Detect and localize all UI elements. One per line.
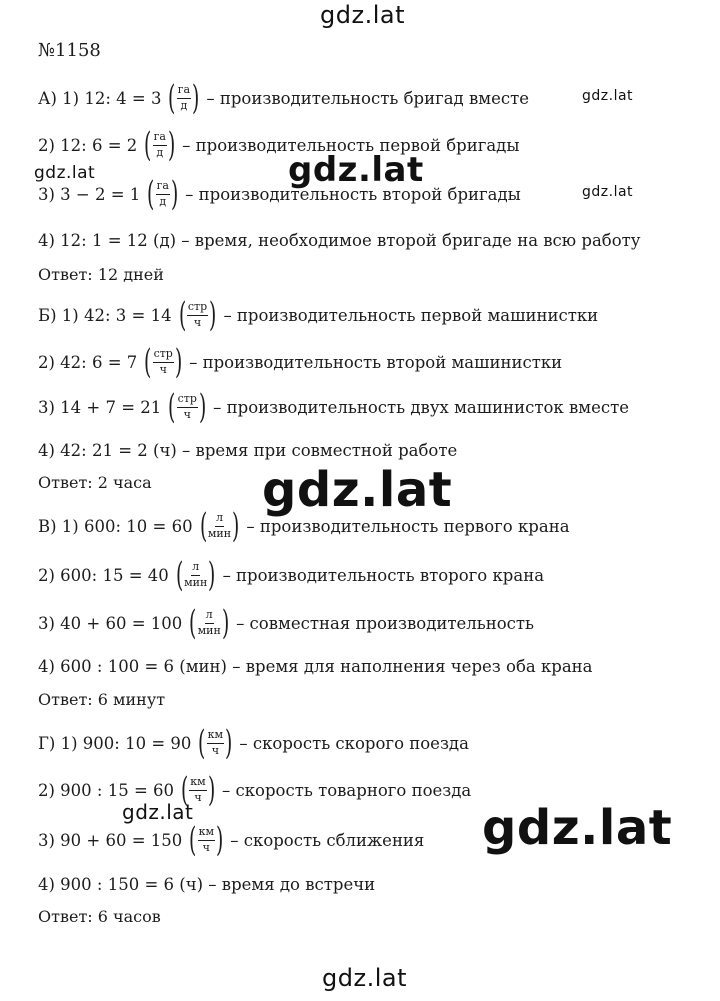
fraction <box>177 393 198 420</box>
left-paren: ( <box>147 174 155 214</box>
line-description: – производительность первой бригады <box>182 135 520 155</box>
left-paren: ( <box>144 342 152 382</box>
right-paren: ) <box>209 295 217 335</box>
fraction-denominator: д <box>180 98 188 112</box>
line-text: Г) 1) 900: 10 = 90 <box>38 733 192 753</box>
unit-fraction <box>186 820 226 860</box>
fraction-denominator: мин <box>207 526 232 540</box>
fraction-numerator: л <box>191 561 200 575</box>
line-text: 2) 600: 15 = 40 <box>38 565 169 585</box>
watermark-top: gdz.lat <box>320 1 405 29</box>
solution-line <box>38 430 457 470</box>
watermark-bold-1: gdz.lat <box>288 150 424 190</box>
solution-line <box>38 723 469 763</box>
left-paren: ( <box>198 723 206 763</box>
fraction-numerator: стр <box>187 301 208 315</box>
fraction-denominator: ч <box>159 362 167 376</box>
line-text: Б) 1) 42: 3 = 14 <box>38 305 172 325</box>
fraction-denominator: д <box>156 145 164 159</box>
solution-line <box>38 220 641 260</box>
right-paren: ) <box>198 387 207 427</box>
solution-line <box>38 295 598 335</box>
line-text: 4) 600 : 100 = 6 (мин) – время для наполнения через оба крана <box>38 656 593 676</box>
unit-fraction <box>141 125 178 165</box>
right-paren: ) <box>192 78 200 118</box>
unit-fraction <box>186 603 232 643</box>
watermark-small-1: gdz.lat <box>582 88 634 104</box>
fraction-numerator: стр <box>177 393 198 407</box>
line-text: 4) 900 : 150 = 6 (ч) – время до встречи <box>38 874 376 894</box>
line-description: – скорость скорого поезда <box>239 733 469 753</box>
fraction-denominator: д <box>159 194 167 208</box>
solution-line <box>38 342 562 382</box>
fraction-denominator: ч <box>202 840 210 854</box>
line-description: – совместная производительность <box>236 613 534 633</box>
line-description: – производительность второго крана <box>222 565 545 585</box>
fraction-denominator: мин <box>184 575 208 589</box>
line-text: В) 1) 600: 10 = 60 <box>38 516 193 536</box>
right-paren: ) <box>215 820 224 860</box>
fraction-numerator: км <box>189 776 206 790</box>
fraction <box>177 84 191 111</box>
line-description: – производительность бригад вместе <box>206 88 529 108</box>
solution-line <box>38 78 529 118</box>
right-paren: ) <box>207 770 216 810</box>
answer-line: Ответ: 2 часа <box>38 473 152 492</box>
line-text: 2) 42: 6 = 7 <box>38 352 138 372</box>
fraction-numerator: га <box>177 84 191 98</box>
right-paren: ) <box>170 174 179 214</box>
fraction <box>156 180 170 207</box>
fraction-numerator: га <box>156 180 170 194</box>
line-text: 2) 900 : 15 = 60 <box>38 780 175 800</box>
right-paren: ) <box>221 603 230 643</box>
fraction-denominator: ч <box>183 407 191 421</box>
line-description: – производительность второй машинистки <box>189 352 563 372</box>
solution-line <box>38 174 521 214</box>
fraction-numerator: км <box>198 826 215 840</box>
fraction <box>207 729 224 756</box>
watermark-medium-2: gdz.lat <box>122 800 194 824</box>
fraction-denominator: мин <box>197 623 221 637</box>
unit-fraction <box>195 723 235 763</box>
left-paren: ( <box>189 603 197 643</box>
solution-line <box>38 603 534 643</box>
solution-line <box>38 506 570 546</box>
left-paren: ( <box>175 555 184 595</box>
answer-line: Ответ: 6 минут <box>38 690 166 709</box>
unit-fraction <box>144 174 181 214</box>
fraction-denominator: ч <box>193 315 202 329</box>
left-paren: ( <box>144 125 152 165</box>
fraction <box>198 826 215 853</box>
fraction <box>187 301 208 328</box>
unit-fraction <box>141 342 185 382</box>
left-paren: ( <box>189 820 197 860</box>
fraction-denominator: ч <box>211 743 220 757</box>
fraction-numerator: л <box>215 512 224 526</box>
unit-fraction <box>197 506 243 546</box>
line-text: 2) 12: 6 = 2 <box>38 135 138 155</box>
right-paren: ) <box>232 506 240 546</box>
right-paren: ) <box>225 723 233 763</box>
watermark-bold-2: gdz.lat <box>262 462 453 518</box>
fraction-numerator: га <box>153 131 167 145</box>
solution-line <box>38 646 593 686</box>
line-description: – производительность первой машинистки <box>223 305 599 325</box>
solution-line <box>38 125 519 165</box>
fraction <box>198 609 221 636</box>
fraction <box>184 561 207 588</box>
answer-line: Ответ: 12 дней <box>38 265 164 284</box>
fraction <box>208 512 231 539</box>
watermark-small-2: gdz.lat <box>582 184 634 200</box>
left-paren: ( <box>168 78 176 118</box>
left-paren: ( <box>168 387 176 427</box>
line-text: 4) 12: 1 = 12 (д) – время, необходимое второй бригаде на всю работу <box>38 230 641 250</box>
line-description: – скорость сближения <box>230 830 425 850</box>
left-paren: ( <box>181 770 189 810</box>
right-paren: ) <box>167 125 176 165</box>
problem-number: №1158 <box>38 40 101 61</box>
line-description: – производительность первого крана <box>246 516 570 536</box>
answer-line: Ответ: 6 часов <box>38 907 161 926</box>
watermark-bold-3: gdz.lat <box>482 800 673 856</box>
watermark-bottom: gdz.lat <box>322 964 407 992</box>
unit-fraction <box>173 555 219 595</box>
line-text: 3) 90 + 60 = 150 <box>38 830 183 850</box>
left-paren: ( <box>199 506 207 546</box>
line-text: 4) 42: 21 = 2 (ч) – время при совместной работе <box>38 440 458 460</box>
fraction-denominator: ч <box>194 790 202 804</box>
unit-fraction <box>178 770 218 810</box>
solution-line <box>38 820 424 860</box>
solution-line <box>38 555 544 595</box>
solution-line <box>38 770 471 810</box>
unit-fraction <box>176 295 220 335</box>
fraction <box>189 776 206 803</box>
line-text: 3) 3 − 2 = 1 <box>38 184 141 204</box>
fraction <box>153 131 167 158</box>
right-paren: ) <box>208 555 216 595</box>
unit-fraction <box>165 387 209 427</box>
fraction <box>153 348 174 375</box>
right-paren: ) <box>174 342 183 382</box>
line-description: – производительность двух машинисток вместе <box>213 397 629 417</box>
line-text: 3) 14 + 7 = 21 <box>38 397 162 417</box>
solution-line <box>38 387 629 427</box>
solution-line <box>38 864 375 904</box>
line-description: – скорость товарного поезда <box>222 780 472 800</box>
watermark-medium-1: gdz.lat <box>34 163 96 183</box>
fraction-numerator: л <box>205 609 214 623</box>
line-description: – производительность второй бригады <box>185 184 521 204</box>
unit-fraction <box>165 78 202 118</box>
left-paren: ( <box>178 295 186 335</box>
line-text: А) 1) 12: 4 = 3 <box>38 88 162 108</box>
line-text: 3) 40 + 60 = 100 <box>38 613 183 633</box>
fraction-numerator: стр <box>153 348 174 362</box>
fraction-numerator: км <box>207 729 224 743</box>
